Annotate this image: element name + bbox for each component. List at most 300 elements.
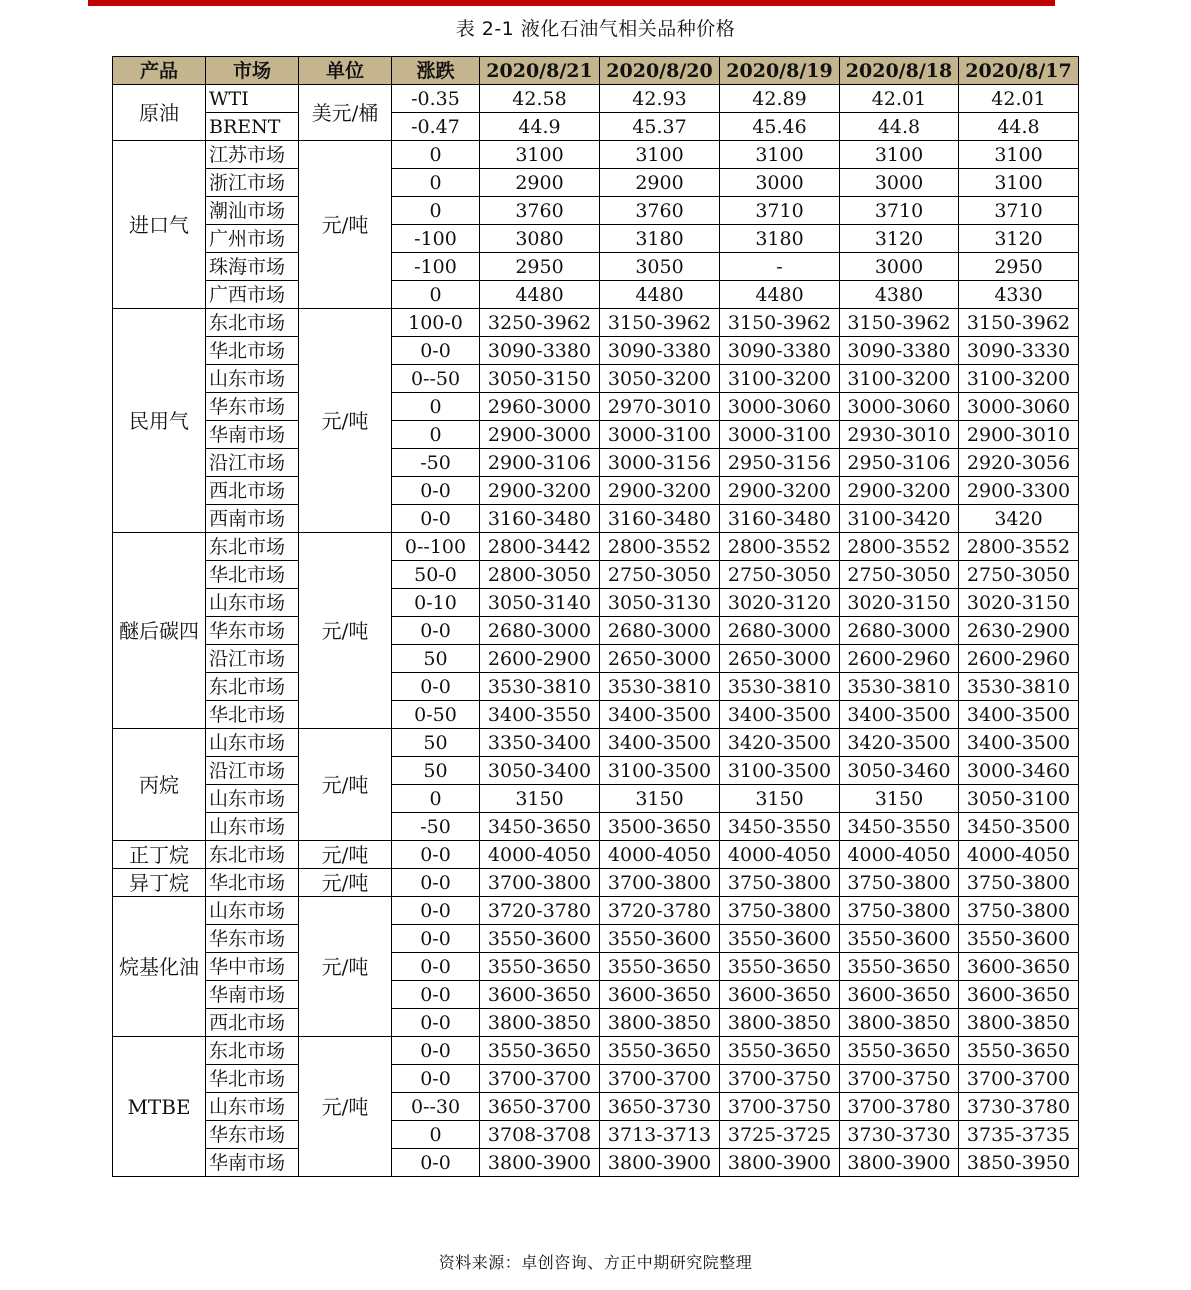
price-cell: 3750-3800 (840, 869, 959, 897)
change-cell: 0--30 (392, 1093, 480, 1121)
price-cell: 2950-3106 (840, 449, 959, 477)
unit-cell: 元/吨 (299, 841, 392, 869)
market-cell: 东北市场 (206, 533, 299, 561)
table-caption: 表 2-1 液化石油气相关品种价格 (455, 18, 736, 40)
market-cell: 华东市场 (206, 1121, 299, 1149)
price-cell: 3725-3725 (720, 1121, 840, 1149)
market-cell: 西北市场 (206, 1009, 299, 1037)
price-cell: 2900 (600, 169, 720, 197)
change-cell: -50 (392, 449, 480, 477)
price-cell: 2630-2900 (959, 617, 1079, 645)
price-cell: 3800-3850 (959, 1009, 1079, 1037)
price-cell: 3700-3780 (840, 1093, 959, 1121)
price-cell: 2900-3106 (480, 449, 600, 477)
table-row (113, 1093, 1079, 1121)
product-cell: 正丁烷 (113, 841, 206, 869)
price-cell: 3250-3962 (480, 309, 600, 337)
market-cell: 山东市场 (206, 589, 299, 617)
market-cell: 华北市场 (206, 1065, 299, 1093)
price-cell: 3000-3100 (600, 421, 720, 449)
price-cell: 3000-3060 (840, 393, 959, 421)
price-cell: - (720, 253, 840, 281)
table-row (113, 1065, 1079, 1093)
price-cell: 2950 (959, 253, 1079, 281)
price-cell: 4480 (720, 281, 840, 309)
price-cell: 3800-3850 (600, 1009, 720, 1037)
market-cell: 江苏市场 (206, 141, 299, 169)
price-cell: 3000 (840, 169, 959, 197)
price-cell: 2650-3000 (720, 645, 840, 673)
unit-cell: 元/吨 (299, 729, 392, 841)
price-cell: 3708-3708 (480, 1121, 600, 1149)
price-cell: 3550-3650 (840, 1037, 959, 1065)
change-cell: 0-0 (392, 869, 480, 897)
price-cell: 3550-3650 (480, 953, 600, 981)
source-note: 资料来源：卓创咨询、方正中期研究院整理 (438, 1253, 753, 1272)
table-row (113, 1037, 1079, 1065)
price-cell: 2680-3000 (840, 617, 959, 645)
price-cell: 3735-3735 (959, 1121, 1079, 1149)
change-cell: 50-0 (392, 561, 480, 589)
price-cell: 3550-3650 (600, 953, 720, 981)
price-cell: 4000-4050 (480, 841, 600, 869)
table-row (113, 757, 1079, 785)
unit-cell: 美元/桶 (299, 85, 392, 141)
table-row (113, 589, 1079, 617)
table-row (113, 337, 1079, 365)
price-cell: 2900-3200 (840, 477, 959, 505)
price-cell: 2750-3050 (840, 561, 959, 589)
price-cell: 4000-4050 (959, 841, 1079, 869)
price-cell: 3550-3650 (480, 1037, 600, 1065)
price-cell: 3020-3150 (840, 589, 959, 617)
market-cell: 华南市场 (206, 1149, 299, 1177)
price-cell: 3090-3380 (480, 337, 600, 365)
price-cell: 3550-3650 (720, 1037, 840, 1065)
price-cell: 3800-3850 (840, 1009, 959, 1037)
market-cell: 潮汕市场 (206, 197, 299, 225)
change-cell: 0-0 (392, 925, 480, 953)
price-cell: 42.58 (480, 85, 600, 113)
price-cell: 3000 (840, 253, 959, 281)
change-cell: 50 (392, 757, 480, 785)
change-cell: -0.47 (392, 113, 480, 141)
price-cell: 3550-3600 (720, 925, 840, 953)
price-cell: 3420 (959, 505, 1079, 533)
price-cell: 3350-3400 (480, 729, 600, 757)
market-cell: 华东市场 (206, 393, 299, 421)
market-cell: 华南市场 (206, 421, 299, 449)
price-cell: 3100-3500 (720, 757, 840, 785)
market-cell: 山东市场 (206, 365, 299, 393)
table-row (113, 449, 1079, 477)
price-cell: 42.93 (600, 85, 720, 113)
price-cell: 42.89 (720, 85, 840, 113)
price-cell: 3000-3060 (720, 393, 840, 421)
price-cell: 44.8 (959, 113, 1079, 141)
price-cell: 3420-3500 (720, 729, 840, 757)
price-cell: 2900-3200 (480, 477, 600, 505)
header-row (113, 57, 1079, 85)
market-cell: 山东市场 (206, 729, 299, 757)
table-row (113, 421, 1079, 449)
change-cell: 0-0 (392, 337, 480, 365)
price-cell: 2800-3552 (600, 533, 720, 561)
market-cell: 广州市场 (206, 225, 299, 253)
change-cell: 50 (392, 729, 480, 757)
price-cell: 3090-3380 (720, 337, 840, 365)
price-cell: 3730-3730 (840, 1121, 959, 1149)
market-cell: 西南市场 (206, 505, 299, 533)
price-cell: 4000-4050 (720, 841, 840, 869)
price-cell: 42.01 (840, 85, 959, 113)
change-cell: 0-0 (392, 477, 480, 505)
price-cell: 2800-3050 (480, 561, 600, 589)
price-cell: 3400-3500 (959, 729, 1079, 757)
price-cell: 3450-3550 (720, 813, 840, 841)
price-cell: 3600-3650 (840, 981, 959, 1009)
header-product: 产品 (113, 57, 206, 85)
price-cell: 3760 (480, 197, 600, 225)
market-cell: 沿江市场 (206, 449, 299, 477)
table-row (113, 673, 1079, 701)
change-cell: 0-0 (392, 505, 480, 533)
price-cell: 3700-3800 (600, 869, 720, 897)
price-cell: 3100 (959, 141, 1079, 169)
unit-cell: 元/吨 (299, 309, 392, 533)
table-row (113, 813, 1079, 841)
price-cell: 2680-3000 (720, 617, 840, 645)
price-table-body (113, 85, 1079, 1177)
price-cell: 2900-3300 (959, 477, 1079, 505)
price-cell: 3700-3800 (480, 869, 600, 897)
product-cell: 丙烷 (113, 729, 206, 841)
price-cell: 2600-2960 (959, 645, 1079, 673)
market-cell: 华东市场 (206, 617, 299, 645)
table-row (113, 729, 1079, 757)
price-cell: 3450-3650 (480, 813, 600, 841)
change-cell: -100 (392, 225, 480, 253)
table-row (113, 1121, 1079, 1149)
price-cell: 3700-3700 (600, 1065, 720, 1093)
price-cell: 3000-3100 (720, 421, 840, 449)
table-row (113, 505, 1079, 533)
price-cell: 3050-3200 (600, 365, 720, 393)
table-row (113, 1009, 1079, 1037)
market-cell: 东北市场 (206, 673, 299, 701)
header-date: 2020/8/21 (480, 57, 600, 85)
price-cell: 3530-3810 (600, 673, 720, 701)
price-cell: 4480 (480, 281, 600, 309)
price-cell: 3550-3600 (959, 925, 1079, 953)
price-cell: 2970-3010 (600, 393, 720, 421)
market-cell: 山东市场 (206, 1093, 299, 1121)
price-cell: 3160-3480 (600, 505, 720, 533)
price-cell: 3090-3380 (840, 337, 959, 365)
change-cell: 50 (392, 645, 480, 673)
market-cell: 东北市场 (206, 1037, 299, 1065)
price-cell: 2920-3056 (959, 449, 1079, 477)
price-cell: 3100 (720, 141, 840, 169)
price-cell: 3100 (480, 141, 600, 169)
price-cell: 2900-3200 (720, 477, 840, 505)
price-cell: 3530-3810 (720, 673, 840, 701)
market-cell: 沿江市场 (206, 645, 299, 673)
price-cell: 3180 (720, 225, 840, 253)
price-cell: 44.8 (840, 113, 959, 141)
market-cell: 广西市场 (206, 281, 299, 309)
price-cell: 3700-3700 (959, 1065, 1079, 1093)
price-cell: 3720-3780 (600, 897, 720, 925)
price-cell: 3600-3650 (720, 981, 840, 1009)
unit-cell: 元/吨 (299, 869, 392, 897)
price-cell: 3500-3650 (600, 813, 720, 841)
header-unit: 单位 (299, 57, 392, 85)
change-cell: -50 (392, 813, 480, 841)
price-cell: 3420-3500 (840, 729, 959, 757)
price-cell: 3050-3130 (600, 589, 720, 617)
table-row (113, 981, 1079, 1009)
product-cell: 民用气 (113, 309, 206, 533)
change-cell: 0-0 (392, 1037, 480, 1065)
price-cell: 3800-3900 (480, 1149, 600, 1177)
table-row (113, 841, 1079, 869)
price-cell: 2950-3156 (720, 449, 840, 477)
table-row (113, 169, 1079, 197)
table-row (113, 561, 1079, 589)
table-row (113, 85, 1079, 113)
table-row (113, 645, 1079, 673)
price-cell: 45.46 (720, 113, 840, 141)
table-row (113, 701, 1079, 729)
price-cell: 3150-3962 (840, 309, 959, 337)
price-cell: 3000-3460 (959, 757, 1079, 785)
price-cell: 3400-3500 (600, 701, 720, 729)
price-cell: 3100-3500 (600, 757, 720, 785)
market-cell: 东北市场 (206, 841, 299, 869)
unit-cell: 元/吨 (299, 533, 392, 729)
table-row (113, 1149, 1079, 1177)
change-cell: 0-0 (392, 1149, 480, 1177)
price-cell: 3600-3650 (600, 981, 720, 1009)
market-cell: 山东市场 (206, 813, 299, 841)
price-cell: 2800-3552 (720, 533, 840, 561)
price-cell: 3530-3810 (959, 673, 1079, 701)
market-cell: 华北市场 (206, 701, 299, 729)
table-row (113, 533, 1079, 561)
price-cell: 3100-3420 (840, 505, 959, 533)
price-cell: 4000-4050 (840, 841, 959, 869)
unit-cell: 元/吨 (299, 897, 392, 1037)
price-cell: 3120 (959, 225, 1079, 253)
price-cell: 3750-3800 (840, 897, 959, 925)
change-cell: 0-0 (392, 981, 480, 1009)
change-cell: 0-10 (392, 589, 480, 617)
price-cell: 3150-3962 (959, 309, 1079, 337)
price-cell: 3710 (959, 197, 1079, 225)
unit-cell: 元/吨 (299, 1037, 392, 1177)
price-table (112, 56, 1079, 1177)
price-cell: 2750-3050 (600, 561, 720, 589)
price-cell: 3800-3900 (600, 1149, 720, 1177)
market-cell: 沿江市场 (206, 757, 299, 785)
price-cell: 3550-3650 (600, 1037, 720, 1065)
price-cell: 3090-3380 (600, 337, 720, 365)
market-cell: 华南市场 (206, 981, 299, 1009)
price-cell: 3050-3400 (480, 757, 600, 785)
price-cell: 3100-3200 (720, 365, 840, 393)
change-cell: 100-0 (392, 309, 480, 337)
price-cell: 3700-3750 (720, 1093, 840, 1121)
price-cell: 2680-3000 (480, 617, 600, 645)
price-cell: 3600-3650 (959, 981, 1079, 1009)
price-cell: 3800-3850 (720, 1009, 840, 1037)
change-cell: 0 (392, 197, 480, 225)
price-cell: 2800-3442 (480, 533, 600, 561)
price-cell: 2930-3010 (840, 421, 959, 449)
price-cell: 3450-3500 (959, 813, 1079, 841)
price-cell: 4480 (600, 281, 720, 309)
price-cell: 3100 (840, 141, 959, 169)
price-cell: 3720-3780 (480, 897, 600, 925)
change-cell: -100 (392, 253, 480, 281)
price-cell: 3760 (600, 197, 720, 225)
price-cell: 3850-3950 (959, 1149, 1079, 1177)
change-cell: 0 (392, 281, 480, 309)
price-cell: 3050-3460 (840, 757, 959, 785)
price-cell: 3000-3156 (600, 449, 720, 477)
price-cell: 3100 (600, 141, 720, 169)
price-cell: 3530-3810 (480, 673, 600, 701)
market-cell: BRENT (206, 113, 299, 141)
market-cell: 华北市场 (206, 561, 299, 589)
price-cell: 3160-3480 (480, 505, 600, 533)
market-cell: 山东市场 (206, 785, 299, 813)
price-cell: 3000 (720, 169, 840, 197)
table-row (113, 393, 1079, 421)
market-cell: 华中市场 (206, 953, 299, 981)
table-row (113, 953, 1079, 981)
price-cell: 2600-2960 (840, 645, 959, 673)
table-row (113, 141, 1079, 169)
table-row (113, 253, 1079, 281)
price-cell: 3400-3500 (959, 701, 1079, 729)
price-cell: 3710 (720, 197, 840, 225)
price-cell: 2600-2900 (480, 645, 600, 673)
price-cell: 3600-3650 (480, 981, 600, 1009)
change-cell: 0 (392, 393, 480, 421)
market-cell: 珠海市场 (206, 253, 299, 281)
change-cell: 0-0 (392, 897, 480, 925)
price-cell: 3050-3140 (480, 589, 600, 617)
market-cell: 浙江市场 (206, 169, 299, 197)
table-row (113, 925, 1079, 953)
price-cell: 3020-3120 (720, 589, 840, 617)
price-cell: 3700-3750 (720, 1065, 840, 1093)
header-date: 2020/8/20 (600, 57, 720, 85)
product-cell: 异丁烷 (113, 869, 206, 897)
table-row (113, 897, 1079, 925)
market-cell: WTI (206, 85, 299, 113)
product-cell: 进口气 (113, 141, 206, 309)
price-cell: 2900-3000 (480, 421, 600, 449)
price-cell: 3150-3962 (720, 309, 840, 337)
table-row (113, 225, 1079, 253)
price-cell: 45.37 (600, 113, 720, 141)
change-cell: 0-0 (392, 953, 480, 981)
price-cell: 3713-3713 (600, 1121, 720, 1149)
price-cell: 3550-3600 (600, 925, 720, 953)
price-cell: 3150 (840, 785, 959, 813)
price-cell: 3100-3200 (840, 365, 959, 393)
price-cell: 3750-3800 (959, 897, 1079, 925)
market-cell: 西北市场 (206, 477, 299, 505)
table-row (113, 617, 1079, 645)
price-cell: 3000-3060 (959, 393, 1079, 421)
price-cell: 3550-3650 (720, 953, 840, 981)
price-cell: 3650-3700 (480, 1093, 600, 1121)
product-cell: 醚后碳四 (113, 533, 206, 729)
price-cell: 3050-3100 (959, 785, 1079, 813)
header-date: 2020/8/19 (720, 57, 840, 85)
table-row (113, 365, 1079, 393)
table-row (113, 869, 1079, 897)
price-cell: 3450-3550 (840, 813, 959, 841)
price-cell: 2650-3000 (600, 645, 720, 673)
price-cell: 4330 (959, 281, 1079, 309)
change-cell: 0 (392, 169, 480, 197)
price-cell: 3700-3700 (480, 1065, 600, 1093)
market-cell: 华东市场 (206, 925, 299, 953)
table-row (113, 309, 1079, 337)
price-cell: 2800-3552 (959, 533, 1079, 561)
header-change: 涨跌 (392, 57, 480, 85)
price-cell: 3180 (600, 225, 720, 253)
price-cell: 4000-4050 (600, 841, 720, 869)
change-cell: 0-0 (392, 673, 480, 701)
market-cell: 东北市场 (206, 309, 299, 337)
market-cell: 华北市场 (206, 869, 299, 897)
change-cell: 0-0 (392, 1065, 480, 1093)
price-cell: 3730-3780 (959, 1093, 1079, 1121)
table-row (113, 477, 1079, 505)
price-cell: 3550-3600 (840, 925, 959, 953)
price-cell: 3150 (480, 785, 600, 813)
price-cell: 3650-3730 (600, 1093, 720, 1121)
table-row (113, 197, 1079, 225)
product-cell: 烷基化油 (113, 897, 206, 1037)
price-cell: 3100 (959, 169, 1079, 197)
change-cell: 0 (392, 785, 480, 813)
price-cell: 3400-3500 (600, 729, 720, 757)
price-cell: 42.01 (959, 85, 1079, 113)
change-cell: 0-0 (392, 841, 480, 869)
price-cell: 3600-3650 (959, 953, 1079, 981)
table-row (113, 785, 1079, 813)
price-cell: 3400-3550 (480, 701, 600, 729)
change-cell: 0-50 (392, 701, 480, 729)
header-date: 2020/8/18 (840, 57, 959, 85)
price-cell: 3750-3800 (720, 897, 840, 925)
change-cell: 0 (392, 421, 480, 449)
price-cell: 3020-3150 (959, 589, 1079, 617)
price-cell: 3090-3330 (959, 337, 1079, 365)
price-cell: 44.9 (480, 113, 600, 141)
price-cell: 3150 (720, 785, 840, 813)
price-cell: 3050 (600, 253, 720, 281)
change-cell: 0 (392, 1121, 480, 1149)
change-cell: 0--50 (392, 365, 480, 393)
